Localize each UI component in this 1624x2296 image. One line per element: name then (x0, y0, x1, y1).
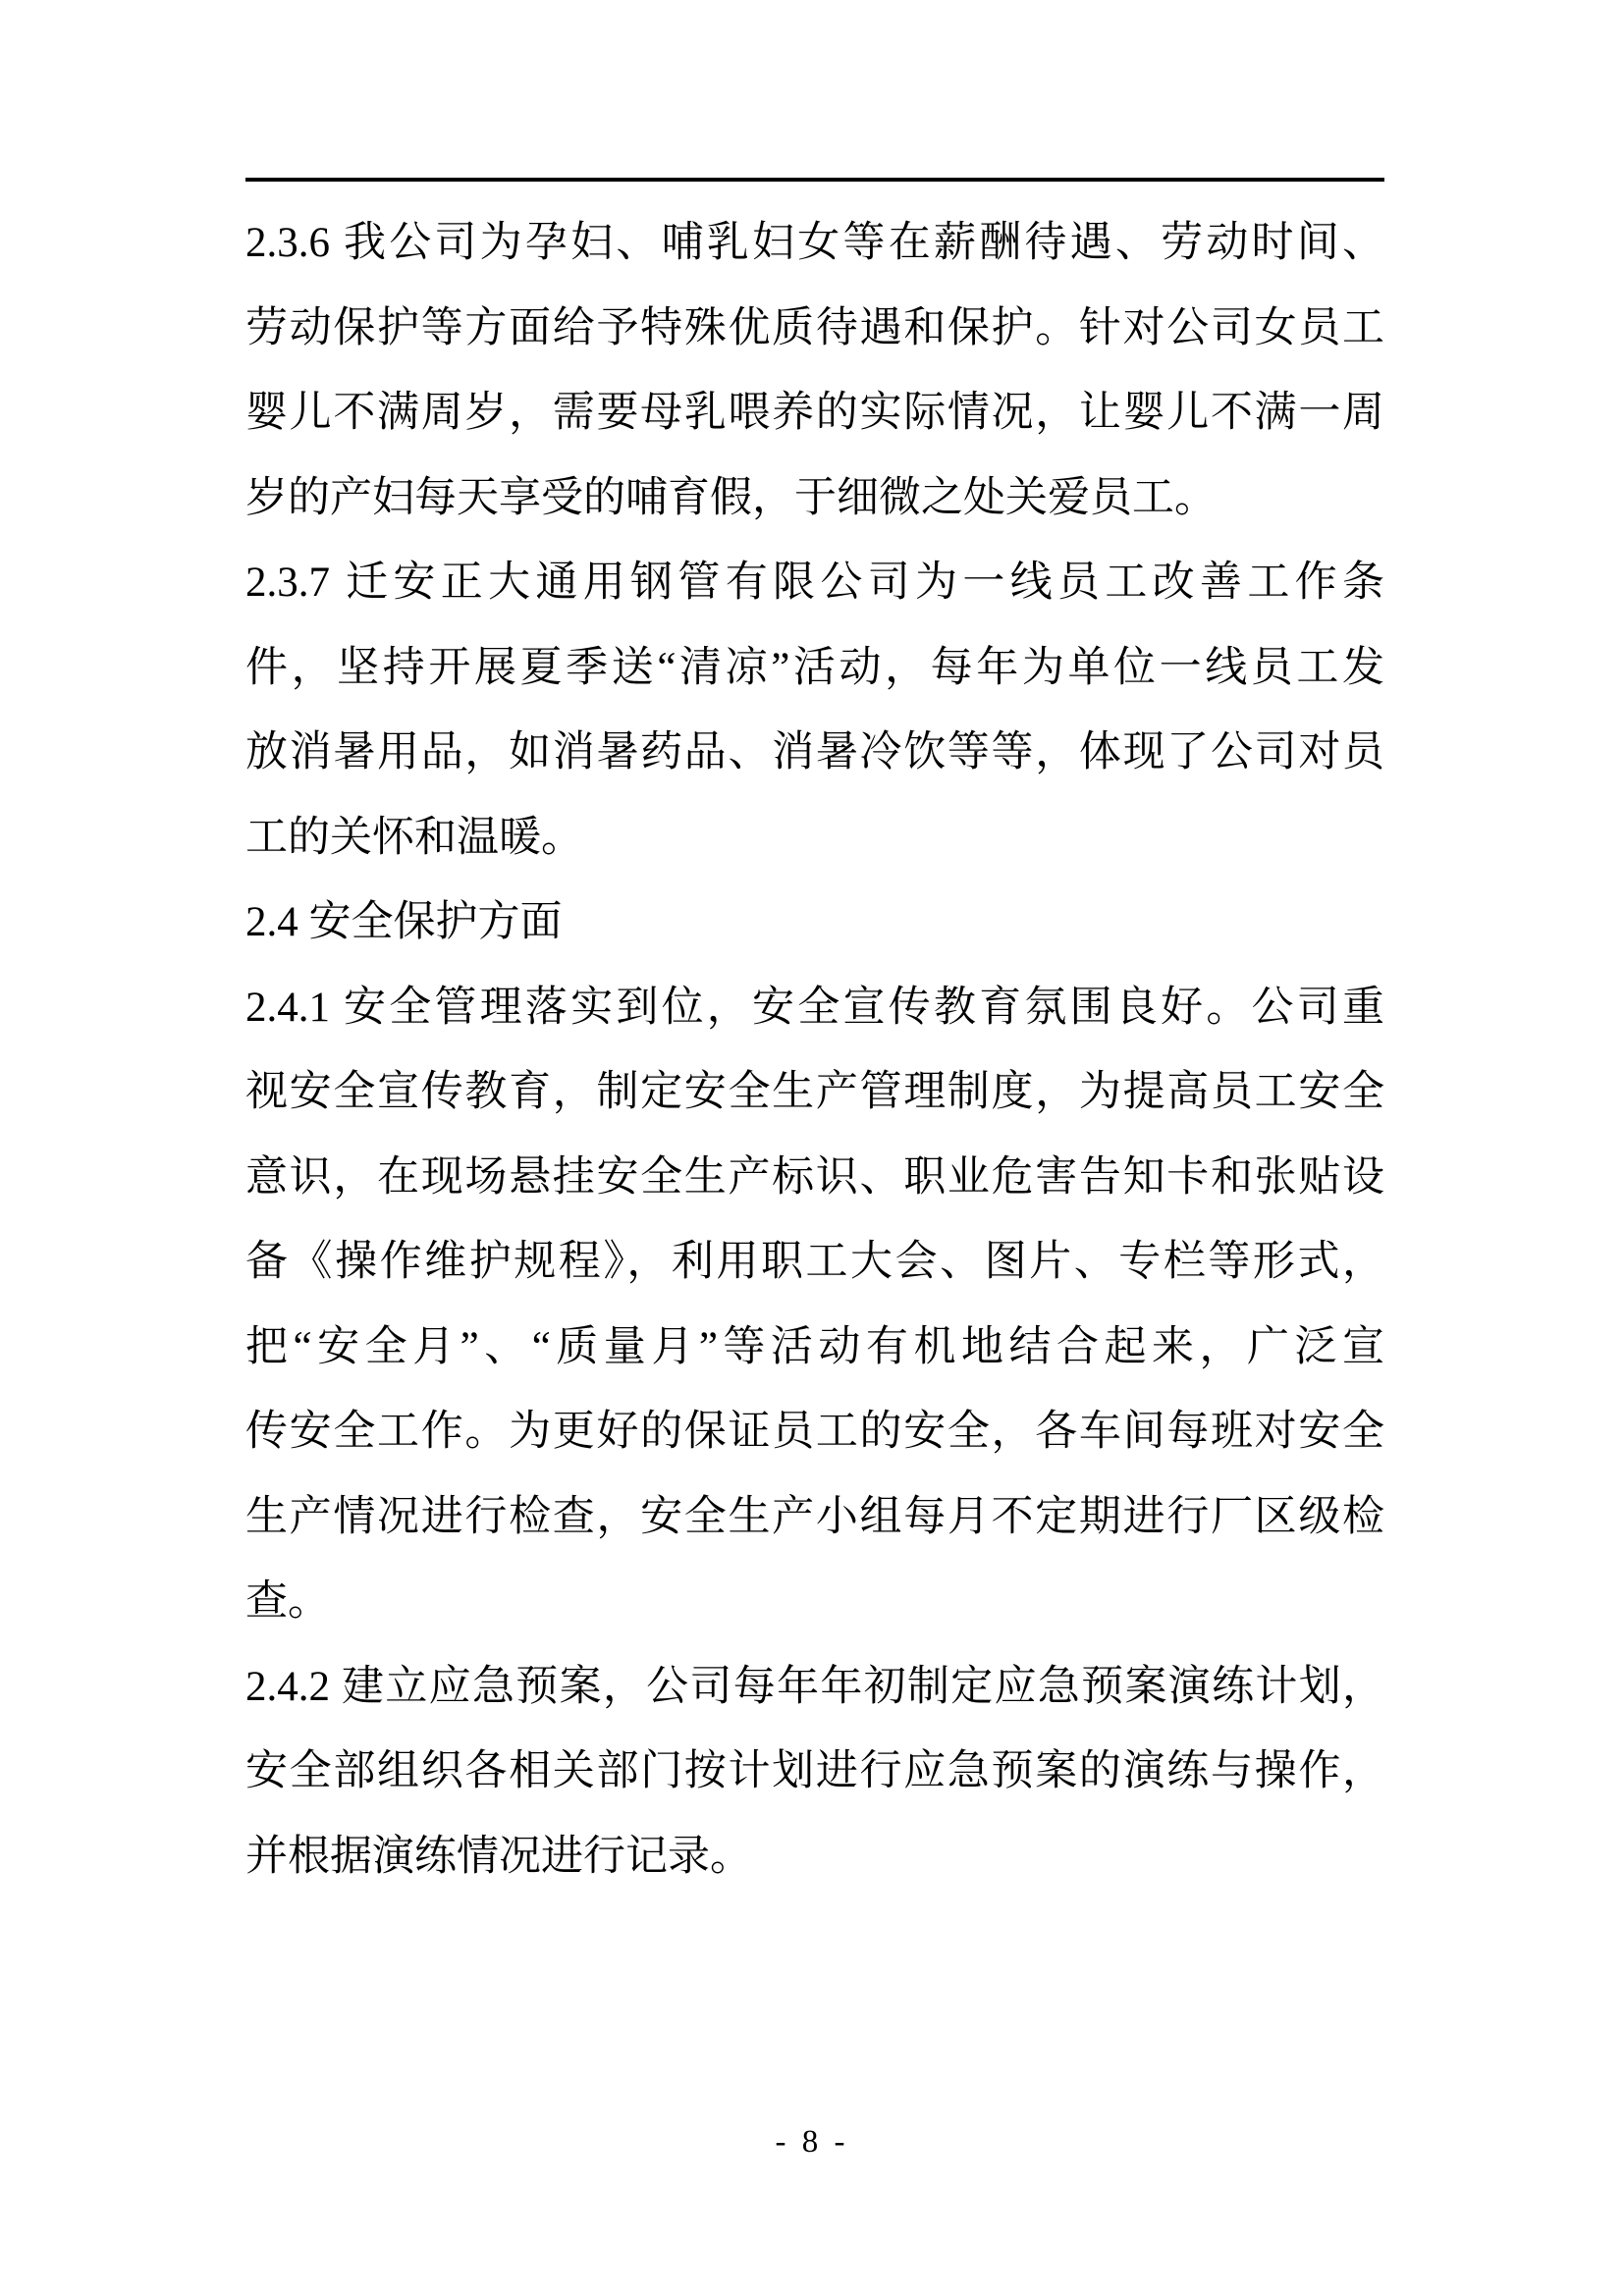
text-line-12: 意识，在现场悬挂安全生产标识、职业危害告知卡和张贴设 (245, 1153, 1384, 1201)
text-line-1: 2.3.6 我公司为孕妇、哺乳妇女等在薪酬待遇、劳动时间、 (245, 220, 1384, 266)
text-line-9: 2.4 安全保护方面 (245, 899, 563, 945)
text-line-13: 备《操作维护规程》，利用职工大会、图片、专栏等形式， (245, 1239, 1384, 1285)
text-line-14: 把“安全月”、“质量月”等活动有机地结合起来，广泛宣 (245, 1323, 1384, 1370)
text-line-7: 放消暑用品，如消暑药品、消暑冷饮等等，体现了公司对员 (245, 729, 1384, 775)
text-line-16: 生产情况进行检查，安全生产小组每月不定期进行厂区级检 (245, 1493, 1384, 1540)
document-body (245, 201, 1384, 1899)
text-line-10: 2.4.1 安全管理落实到位，安全宣传教育氛围良好。公司重 (245, 984, 1384, 1031)
page-number: - 8 - (775, 2124, 849, 2160)
text-line-2: 劳动保护等方面给予特殊优质待遇和保护。针对公司女员工 (245, 304, 1384, 351)
text-line-5: 2.3.7 迁安正大通用钢管有限公司为一线员工改善工作条 (245, 560, 1384, 606)
text-line-15: 传安全工作。为更好的保证员工的安全，各车间每班对安全 (245, 1409, 1384, 1455)
header-divider-line (245, 178, 1384, 182)
text-line-20: 并根据演练情况进行记录。 (245, 1833, 752, 1880)
text-line-17: 查。 (245, 1578, 330, 1625)
text-line-4: 岁的产妇每天享受的哺育假，于细微之处关爱员工。 (245, 474, 1217, 521)
text-line-11: 视安全宣传教育，制定安全生产管理制度，为提高员工安全 (245, 1069, 1384, 1115)
text-line-19: 安全部组织各相关部门按计划进行应急预案的演练与操作， (245, 1748, 1384, 1794)
text-line-6: 件，坚持开展夏季送“清凉”活动，每年为单位一线员工发 (245, 644, 1384, 691)
text-line-3: 婴儿不满周岁，需要母乳喂养的实际情况，让婴儿不满一周 (245, 390, 1384, 436)
text-line-8: 工的关怀和温暖。 (245, 814, 583, 861)
text-line-18: 2.4.2 建立应急预案，公司每年年初制定应急预案演练计划， (245, 1663, 1384, 1710)
